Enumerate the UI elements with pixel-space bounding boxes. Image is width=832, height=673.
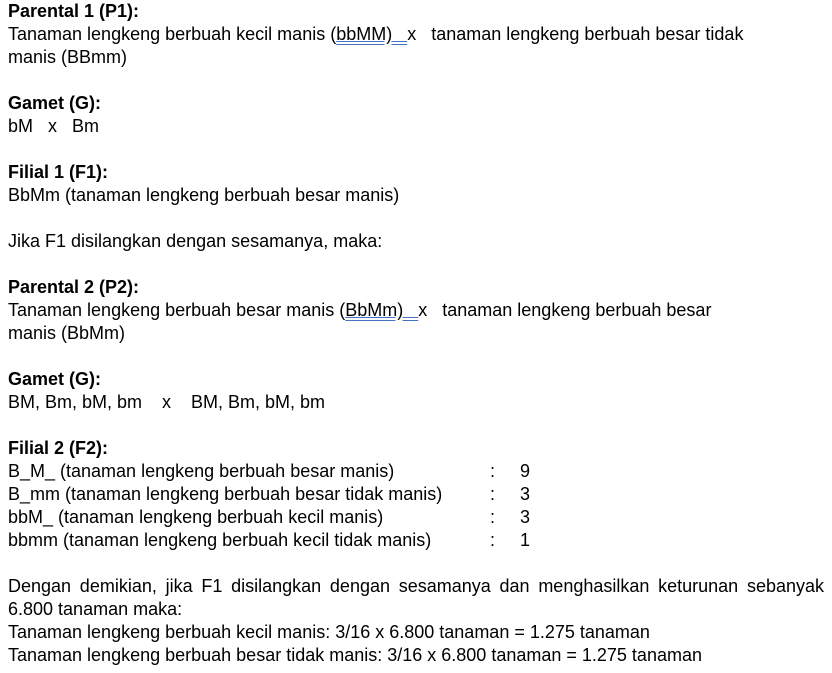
p2-line-1-start: Tanaman lengkeng berbuah besar manis ( [8,300,346,320]
p2-line-2: manis (BbMm) [8,323,126,343]
document-body [8,0,824,667]
p1-heading: Parental 1 (P1): [8,1,140,21]
g1-line: bM x Bm [8,116,100,136]
cross-note: Jika F1 disilangkan dengan sesamanya, maka: [8,231,383,251]
g2-heading: Gamet (G): [8,369,102,389]
spacer [8,207,824,230]
p2-line-1-end: x tanaman lengkeng berbuah besar [418,300,712,320]
f2-row [8,460,824,483]
f2-row-desc: B_M_ (tanaman lengkeng berbuah besar manis) [8,461,395,481]
conclusion-line-2: Tanaman lengkeng berbuah besar tidak manis: 3/16 x 6.800 tanaman = 1.275 tanaman [8,645,702,665]
p1-line-1-start: Tanaman lengkeng berbuah kecil manis ( [8,24,337,44]
f2-heading: Filial 2 (F2): [8,438,109,458]
f2-row-value: 3 [520,507,531,527]
f2-row-colon: : [490,461,496,481]
p2-heading: Parental 2 (P2): [8,277,140,297]
g2-line: BM, Bm, bM, bm x BM, Bm, bM, bm [8,392,326,412]
g1-heading: Gamet (G): [8,93,102,113]
f2-row-colon: : [490,530,496,550]
f1-line: BbMm (tanaman lengkeng berbuah besar manis) [8,185,400,205]
f2-row-desc: B_mm (tanaman lengkeng berbuah besar tidak manis) [8,484,443,504]
spacer [8,253,824,276]
spacer [8,414,824,437]
p1-underlined-genotype: bbMM) [336,24,408,44]
p1-line-1 [8,23,824,46]
f2-row [8,529,824,552]
f2-row-colon: : [490,484,496,504]
spacer [8,345,824,368]
conclusion-paragraph: Dengan demikian, jika F1 disilangkan dengan sesamanya dan menghasilkan keturunan sebanyak 6.800 tanaman maka: [8,576,824,619]
spacer [8,552,824,575]
p1-line-1-end: x tanaman lengkeng berbuah besar tidak [407,24,744,44]
p1-line-2: manis (BBmm) [8,47,128,67]
f2-row-desc: bbM_ (tanaman lengkeng berbuah kecil manis) [8,507,384,527]
p2-line-1 [8,299,824,322]
f2-row-value: 1 [520,530,531,550]
f2-row-desc: bbmm (tanaman lengkeng berbuah kecil tidak manis) [8,530,432,550]
f2-row-colon: : [490,507,496,527]
spacer [8,138,824,161]
f2-row [8,483,824,506]
spacer [8,69,824,92]
f2-row-value: 9 [520,461,531,481]
p2-underlined-genotype: BbMm) [345,300,419,320]
f2-row-value: 3 [520,484,531,504]
f1-heading: Filial 1 (F1): [8,162,109,182]
conclusion-line-1: Tanaman lengkeng berbuah kecil manis: 3/16 x 6.800 tanaman = 1.275 tanaman [8,622,650,642]
f2-row [8,506,824,529]
